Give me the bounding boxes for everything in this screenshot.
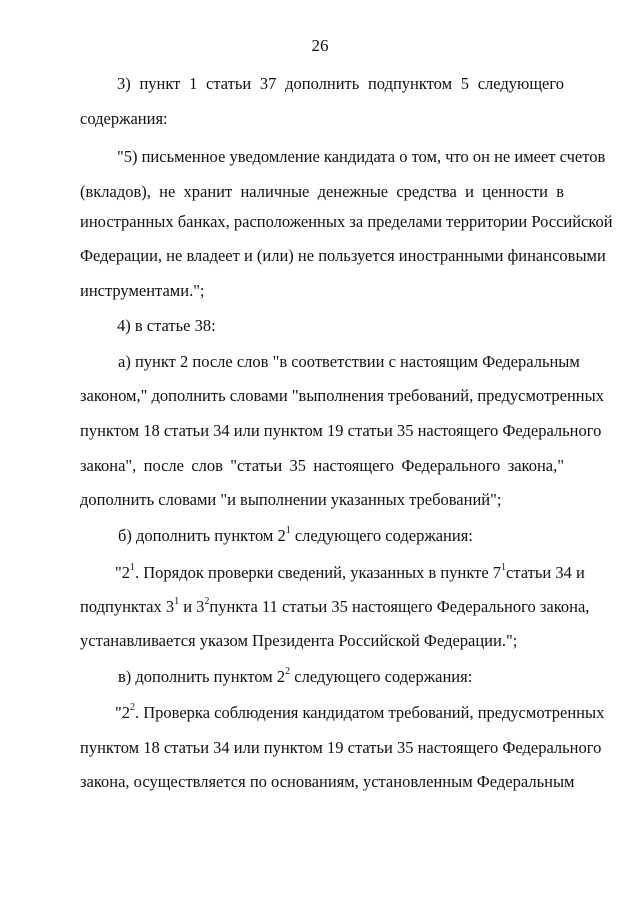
text-run: пункта 11 статьи 35 настоящего Федерального закона,: [209, 597, 590, 616]
text-run: следующего содержания:: [294, 667, 473, 686]
text-line: инструментами.";: [80, 281, 205, 300]
text-run: [115, 563, 506, 583]
text-run: . Порядок проверки сведений, указанных в пункте 7: [135, 563, 502, 582]
superscript: 1: [285, 524, 291, 536]
text-run: подпунктах 3: [80, 597, 175, 616]
superscript: 2: [285, 665, 291, 677]
text-line: устанавливается указом Президента Российской Федерации.";: [80, 631, 518, 650]
text-line: пунктом 18 статьи 34 или пунктом 19 статьи 35 настоящего Федерального: [80, 421, 602, 440]
text-line: [118, 667, 564, 687]
text-line: законом," дополнить словами "выполнения требований, предусмотренных: [80, 386, 604, 405]
text-run: "2: [115, 563, 130, 582]
text-line: "5) письменное уведомление кандидата о том, что он не имеет счетов: [117, 147, 606, 166]
superscript: 1: [174, 595, 180, 607]
text-run: в) дополнить пунктом 2: [118, 667, 286, 686]
text-line: пунктом 18 статьи 34 или пунктом 19 статьи 35 настоящего Федерального: [80, 738, 602, 757]
text-line: [115, 701, 605, 723]
text-run: . Проверка соблюдения кандидатом требований, предусмотренных: [135, 703, 605, 722]
superscript: 1: [501, 561, 507, 573]
text-run: и 3: [183, 597, 205, 616]
text-run: б) дополнить пунктом 2: [118, 526, 286, 545]
text-line: иностранных банках, расположенных за пределами территории Российской: [80, 212, 613, 231]
text-run: следующего содержания:: [294, 526, 473, 545]
text-line: 4) в статье 38:: [117, 316, 216, 335]
text-line: [115, 561, 585, 583]
text-run: статьи 34 и: [506, 563, 585, 582]
text-run: [80, 597, 209, 617]
text-line: (вкладов), не хранит наличные денежные средства и ценности в: [80, 182, 564, 201]
superscript: 1: [130, 561, 135, 573]
text-line: дополнить словами "и выполнении указанных требований";: [80, 490, 502, 509]
text-line: [80, 595, 590, 617]
page-number: 26: [311, 36, 329, 55]
text-line: содержания:: [80, 109, 168, 128]
text-line: 3) пункт 1 статьи 37 дополнить подпунктом 5 следующего: [117, 74, 564, 93]
superscript: 2: [130, 701, 135, 713]
text-line: Федерации, не владеет и (или) не пользуется иностранными финансовыми: [80, 246, 606, 265]
text-line: закона", после слов "статьи 35 настоящего Федерального закона,": [80, 456, 564, 475]
superscript: 2: [204, 595, 210, 607]
text-line: закона, осуществляется по основаниям, установленным Федеральным: [80, 772, 575, 791]
text-line: [118, 526, 564, 546]
text-line: а) пункт 2 после слов "в соответствии с настоящим Федеральным: [118, 352, 580, 371]
text-run: "2: [115, 703, 130, 722]
